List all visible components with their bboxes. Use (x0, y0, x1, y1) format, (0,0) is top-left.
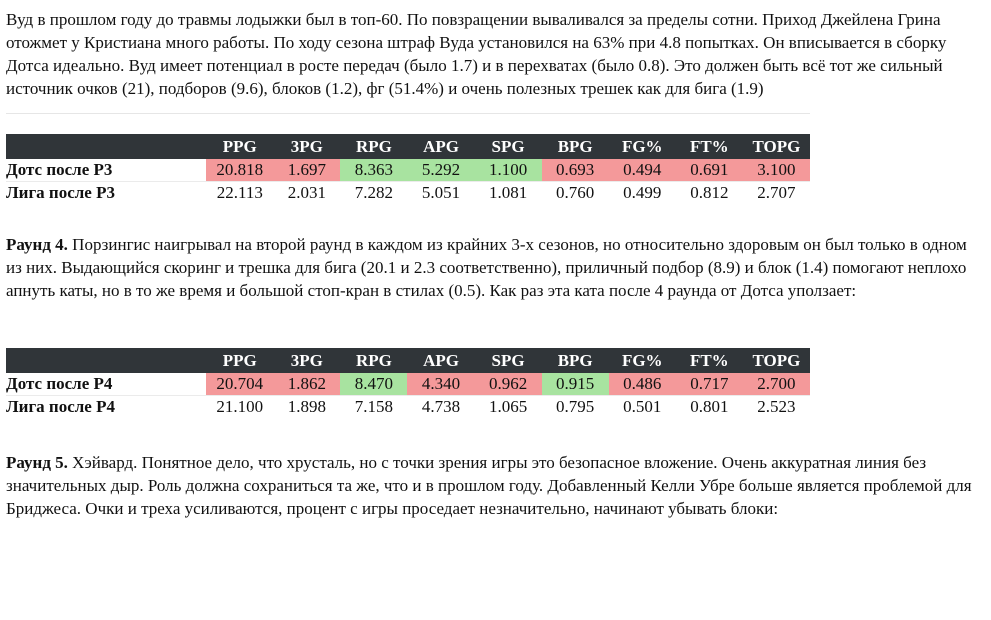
header-3pg: 3PG (273, 134, 340, 159)
header-apg: APG (407, 348, 474, 373)
table-cell: 0.962 (475, 373, 542, 396)
table-cell: 0.717 (676, 373, 743, 396)
table-row-league-r3 (6, 182, 810, 205)
table-cell: 0.691 (676, 159, 743, 182)
table-cell: 20.704 (206, 373, 273, 396)
table-cell: 1.100 (475, 159, 542, 182)
paragraph-wood-text: Вуд в прошлом году до травмы лодыжки был в топ-60. По повзращении вываливался за пределы сотни. Приход Джейлена Грина отожмет у Кристиана много работы. По ходу сезона штраф Вуда установился на 63% при 4.8 попытках. Он вписывается в сборку Дотса идеально. Вуд имеет потенциал в росте передач (было 1.7) и в перехватах (было 0.8). Это должен быть всё тот же сильный источник очков (21), подборов (9.6), блоков (1.2), фг (51.4%) и очень полезных трешек как для бига (1.9) (6, 10, 947, 98)
stats-table-round3-wrap (6, 134, 986, 204)
table-cell: 0.760 (556, 183, 595, 202)
table-cell: 0.915 (542, 373, 609, 396)
table-cell: 2.707 (757, 183, 796, 202)
header-bpg: BPG (542, 348, 609, 373)
stats-table-round4 (6, 348, 810, 418)
table-cell: 0.499 (623, 183, 662, 202)
table-cell: 8.363 (340, 159, 407, 182)
header-fg-pct: FG% (609, 134, 676, 159)
table-cell: 0.486 (609, 373, 676, 396)
table-cell: 7.158 (354, 397, 394, 416)
table-cell: 0.494 (609, 159, 676, 182)
header-spg: SPG (475, 348, 542, 373)
stats-table-round4-wrap (6, 348, 986, 418)
row-label: Дотс после Р3 (6, 159, 206, 182)
header-3pg: 3PG (273, 348, 340, 373)
round4-heading: Раунд 4. (6, 235, 68, 254)
divider (6, 113, 810, 114)
header-spg: SPG (475, 134, 542, 159)
table-cell: 0.795 (556, 397, 595, 416)
table-cell: 22.113 (216, 183, 263, 202)
table-row-dots-r3 (6, 159, 810, 182)
article-body (6, 8, 986, 520)
table-cell: 2.700 (743, 373, 810, 396)
header-topg: TOPG (743, 348, 810, 373)
paragraph-round4-text: Порзингис наигрывал на второй раунд в каждом из крайних 3-х сезонов, но относительно здоровым он был только в одном из них. Выдающийся скоринг и трешка для бига (20.1 и 2.3 соответственно), приличный подбор (8.9) и блок (1.4) помогают неплохо апнуть каты, но в то же время и большой стоп-кран в стилах (0.5). Как раз эта ката после 4 раунда от Дотса уползает: (6, 235, 967, 300)
table-cell: 1.065 (488, 397, 528, 416)
paragraph-wood (6, 8, 986, 100)
table-cell: 3.100 (743, 159, 810, 182)
header-fg-pct: FG% (609, 348, 676, 373)
paragraph-round4 (6, 233, 986, 302)
table-cell: 21.100 (216, 397, 264, 416)
table-row-league-r4 (6, 396, 810, 419)
row-label: Лига после Р4 (6, 397, 115, 416)
table-header-row (6, 134, 810, 159)
table-header-row (6, 348, 810, 373)
header-topg: TOPG (743, 134, 810, 159)
header-corner (6, 348, 206, 373)
table-row-dots-r4 (6, 373, 810, 396)
table-cell: 1.697 (273, 159, 340, 182)
header-rpg: RPG (340, 348, 407, 373)
header-ppg: PPG (206, 134, 273, 159)
header-bpg: BPG (542, 134, 609, 159)
table-cell: 1.862 (273, 373, 340, 396)
table-cell: 20.818 (206, 159, 273, 182)
table-cell: 1.898 (287, 397, 326, 416)
table-cell: 8.470 (340, 373, 407, 396)
table-cell: 2.523 (757, 397, 796, 416)
table-cell: 0.693 (542, 159, 609, 182)
header-apg: APG (407, 134, 474, 159)
table-cell: 4.738 (421, 397, 461, 416)
paragraph-round5 (6, 451, 986, 520)
table-cell: 2.031 (287, 183, 326, 202)
table-cell: 0.501 (623, 397, 662, 416)
row-label: Дотс после Р4 (6, 373, 206, 396)
header-ft-pct: FT% (676, 348, 743, 373)
table-cell: 0.801 (690, 397, 729, 416)
table-cell: 7.282 (354, 183, 394, 202)
paragraph-round5-text: Хэйвард. Понятное дело, что хрусталь, но с точки зрения игры это безопасное вложение. Очень аккуратная линия без значительных дыр. Роль должна сохраниться та же, что и в прошлом году. Добавленный Келли Убре больше является проблемой для Бриджеса. Очки и треха усиливаются, процент с игры проседает незначительно, начинают убывать блоки: (6, 453, 972, 518)
round5-heading: Раунд 5. (6, 453, 68, 472)
table-cell: 5.051 (421, 183, 461, 202)
header-ppg: PPG (206, 348, 273, 373)
header-rpg: RPG (340, 134, 407, 159)
header-corner (6, 134, 206, 159)
table-cell: 1.081 (488, 183, 528, 202)
table-cell: 5.292 (407, 159, 474, 182)
stats-table-round3 (6, 134, 810, 204)
row-label: Лига после Р3 (6, 183, 115, 202)
header-ft-pct: FT% (676, 134, 743, 159)
table-cell: 4.340 (407, 373, 474, 396)
table-cell: 0.812 (690, 183, 729, 202)
